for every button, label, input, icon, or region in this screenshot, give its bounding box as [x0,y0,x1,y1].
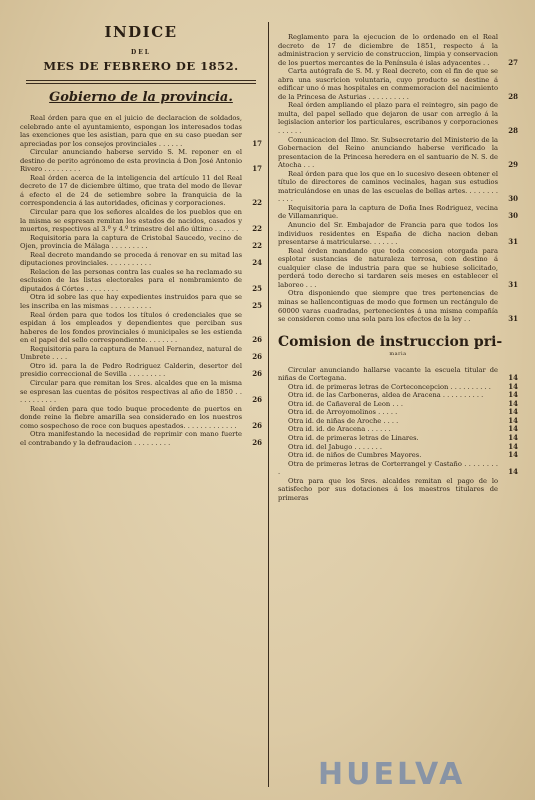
entry-text: Real órden ampliando el plazo para el reintegro, sin pago de multa, del papel sellado que dejaron de usar con arreglo á la legislacion anterior los particulares, escribanos y corporaciones . . . . . . [278,101,498,136]
entry-text: Carta autógrafa de S. M. y Real decreto, con el fin de que se abra una suscricion voluntaria, cuyo producto se destine á edificar uno ó mas hospitales en conmemoracion del nacimiento de la Princesa de Asturias . . . . . . . . . . [278,67,498,101]
entry-page-number: 31 [508,279,518,289]
entry-text: Anuncio del Sr. Embajador de Francia para que todos los individuos residentes en España de dicha nacion deban presentarse á matricularse. . . . . . . [278,221,498,247]
entry-page-number: 14 [508,467,518,477]
entry-text: Otra id sobre las que hay expedientes instruidos para que se les inscriba en las mismas . . . . . . . . . . [20,293,242,311]
index-entry [278,101,518,135]
entry-text: Circular para que los señores alcaldes de los pueblos que en la misma se espresan remitan los estados de nacidos, casados y muertos, respectivos al 3.º y 4.º trimestre del año último . . . . . . [20,208,242,234]
entry-text: Otra id. id. de Aracena . . . . . . [288,425,391,434]
index-entry [278,477,518,503]
entry-text: Real decreto mandando se proceda á renovar en su mitad las diputaciones provinciales. . . . . . . . . . . [20,250,242,268]
divider-line [26,80,256,81]
index-entry [278,383,518,392]
index-title: INDICE [104,23,178,41]
index-entry [278,366,518,383]
divider-line [26,83,256,84]
entry-text: Otra id. de primeras letras de Linares. [288,433,419,442]
entry-page-number: 31 [508,237,518,247]
entry-page-number: 31 [508,314,518,324]
right-entries-list [278,33,518,324]
index-entry [278,451,518,460]
entry-text: Real órden mandando que toda concesion otorgada para esplotar sustancias de naturaleza terrosa, con destino á cualquier clase de industria para que se hubiese solicitado, perderá todo derecho si tardaren seis meses en establecer el laboreo . . . [278,246,498,289]
entry-page-number: 14 [508,398,518,408]
entry-text: Real órden para que todos los títulos ó credenciales que se espidan á los empleados y dependientes que perciban sus haberes de los fondos provinciales ó municipales se les estienda en el papel del sello correspondiente. . . . . . . . [20,310,242,345]
entry-page-number: 26 [252,335,262,345]
entry-text: Otra id. del Jabugo . . . . . . . [288,442,382,451]
entry-text: Reglamento para la ejecucion de lo ordenado en el Real decreto de 17 de diciembre de 1851, respecto á la administracion y servicio de construccion, limpia y conservacion de los puertos mercantes de la Península é islas adyacentes . . [278,33,498,67]
index-entry [20,174,262,208]
left-column [20,0,262,800]
index-entry [278,400,518,409]
entry-page-number: 14 [508,415,518,425]
entry-page-number: 26 [252,437,262,447]
left-entries-list [20,114,262,447]
index-entry [20,379,262,405]
entry-text: Otra id. de las Carboneras, aldea de Aracena . . . . . . . . . . [288,391,484,400]
section-subtitle-comision: maria [389,350,407,357]
entry-page-number: 14 [508,373,518,383]
index-entry [278,460,518,477]
entry-page-number: 28 [508,91,518,101]
entry-page-number: 22 [252,198,262,208]
entry-page-number: 29 [508,160,518,170]
index-entry [20,311,262,345]
column-divider [268,22,269,787]
entry-page-number: 26 [252,420,262,430]
index-del: DEL [131,49,151,56]
entry-text: Requisitoria para la captura de Doña Ines Rodriguez, vecina de Villamanrique. [278,203,498,221]
index-entry [278,247,518,290]
index-entry [20,208,262,234]
index-entry [20,234,262,251]
index-entry [20,114,262,148]
index-entry [278,408,518,417]
entry-text: Otra para que los Sres. alcaldes remitan el pago de lo satisfecho por sus dotaciones á los maestros titulares de primeras [278,476,498,502]
entry-text: Otra id. de primeras letras de Corteconcepcion . . . . . . . . . . [288,382,491,391]
entry-text: Requisitoria para la captura de Manuel Fernandez, natural de Umbrete . . . . [20,344,242,362]
entry-page-number: 14 [508,432,518,442]
entry-page-number: 28 [508,126,518,136]
index-entry [20,362,262,379]
section-title-gobierno: Gobierno de la provincia. [49,90,233,105]
entry-text: Circular para que remitan los Sres. alcaldes que en la misma se espresan las cuentas de pósitos respectivas al año de 1850 . . . . . . . . . . . [20,378,242,405]
index-entry [20,405,262,431]
entry-text: Real órden para que todo buque procedente de puertos en donde reine la fiebre amarilla sea considerado en los nuestros como sospechoso de roce con buques apestados. . . . . . . . . . . . . [20,404,242,430]
entry-page-number: 26 [252,395,262,405]
index-entry [278,33,518,67]
entry-text: Real órden acerca de la inteligencia del artículo 11 del Real decreto de 17 de diciembre último, que trata del modo de llevar á efecto el de 24 de setiembre sobre la franquicia de la correspondencia á las autoridades, oficinas y corporaciones. [20,173,242,208]
entry-page-number: 25 [252,301,262,311]
entry-page-number: 26 [252,352,262,362]
entry-text: Real órden para que los que en lo sucesivo deseen obtener el título de directores de caminos vecinales, hagan sus estudios matriculándose en unas de las escuelas de bellas artes. . . . . . . . . . . . [278,169,498,204]
entry-page-number: 22 [252,224,262,234]
index-entry [278,289,518,323]
index-entry [278,221,518,247]
entry-page-number: 30 [508,194,518,204]
entry-text: Otro id. para la de Pedro Rodriguez Calderin, desertor del presidio correccional de Sevilla . . . . . . . . . [20,361,242,379]
index-entry [20,293,262,310]
index-entry [278,443,518,452]
entry-page-number: 14 [508,407,518,417]
entry-text: Otra id. de niños de Cumbres Mayores. [288,451,422,460]
watermark: HUELVA [318,757,466,792]
entry-text: Otra disponiendo que siempre que tres pertenencias de minas se hallencontiguas de modo que formen un rectángulo de 60000 varas cuadradas, pertenecientes á una misma compañía se consideren como una sola para los efectos de la ley . . [278,289,498,324]
index-entry [278,417,518,426]
index-entry [20,268,262,294]
index-entry [278,391,518,400]
entry-page-number: 14 [508,450,518,460]
index-entry [20,148,262,174]
index-entry [278,204,518,221]
entry-text: Circular anunciando haberse servido S. M. reponer en el destino de perito agrónomo de esta provincia á Don José Antonio Rivero . . . . . . . . . [20,148,242,174]
entry-text: Otra id. de Arroyomolinos . . . . . [288,408,398,417]
entry-page-number: 22 [252,241,262,251]
entry-page-number: 24 [252,258,262,268]
entry-text: Circular anunciando hallarse vacante la escuela titular de niñas de Cortegana. [278,365,498,383]
entry-text: Requisitoria para la captura de Cristobal Saucedo, vecino de Ojen, provincia de Málaga . . . . . . . . . [20,233,242,251]
index-entry [278,136,518,170]
entry-page-number: 30 [508,211,518,221]
entry-page-number: 17 [252,164,262,174]
index-entry [278,425,518,434]
index-entry [20,251,262,268]
right-column [278,0,518,800]
entry-text: Otra manifestando la necesidad de reprimir con mano fuerte el contrabando y la defraudacion . . . . . . . . . [20,430,242,447]
index-entry [278,170,518,204]
entry-page-number: 25 [252,283,262,293]
section2-entries-list [278,366,518,503]
entry-page-number: 14 [508,441,518,451]
section-title-comision: Comision de instruccion pri- [278,333,503,350]
index-month: MES DE FEBRERO DE 1852. [43,59,239,73]
index-entry [278,67,518,101]
entry-page-number: 26 [252,369,262,379]
entry-text: Otra id. de Cañaveral de Leon . . . [288,399,403,408]
entry-page-number: 14 [508,424,518,434]
index-entry [20,345,262,362]
entry-text: Otra id. de niñas de Aroche . . . . [288,416,399,425]
entry-page-number: 27 [508,57,518,67]
index-entry [278,434,518,443]
index-entry [20,430,262,447]
entry-text: Real órden para que en el juicio de declaracion de soldados, celebrado ante el ayuntamiento, espongan los interesados todas las exenciones que les asistian, para que en su caso puedan ser apreciadas por los consejos provinciales . . . . . . [20,114,242,148]
entry-page-number: 14 [508,390,518,400]
entry-page-number: 17 [252,138,262,148]
entry-page-number: 14 [508,381,518,391]
entry-text: Comunicacion del Ilmo. Sr. Subsecretario del Ministerio de la Gobernacion del Reino anunciando haberse verificado la presentacion de la Princesa heredera en el santuario de N. S. de Atocha . . . [278,135,498,170]
entry-text: Otra de primeras letras de Corterrangel y Castaño . . . . . . . . . [278,459,498,477]
entry-text: Relacion de las personas contra las cuales se ha reclamado su esclusion de las listas electorales para el nombramiento de diputados á Córtes . . . . . . . . [20,267,242,293]
